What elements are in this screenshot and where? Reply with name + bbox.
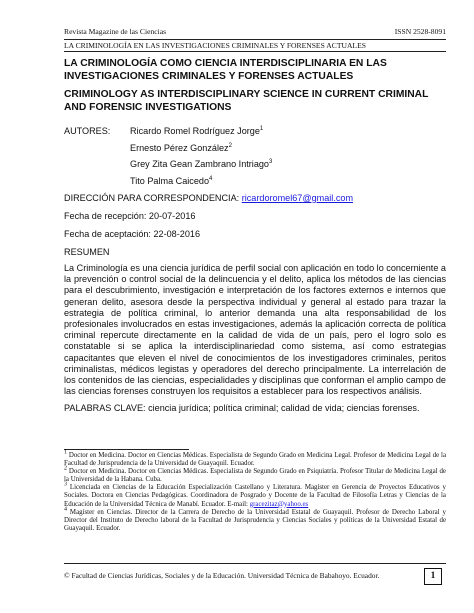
footnote-3: $^3$ Licenciada en Ciencias de la Educación Especialización Castellano y Literatura. Magíster en Gerencia de Proyectos Educativos y Sociales. Doctora en Ciencias Pedagógicas. Coordinadora de Posgrado y Docente de la Facultad de Filosofía Letras y Ciencias de la Educación de la Universidad Técnica de Manabí. Ecuador. E-mail: gracezitaz@yahoo.es: [64, 482, 446, 508]
correspondence-email-link[interactable]: ricardoromel67@gmail.com: [241, 193, 354, 203]
received-date: Fecha de recepción: 20-07-2016: [64, 211, 196, 221]
authors-label: AUTORES:: [64, 126, 111, 136]
journal-name: Revista Magazine de las Ciencias: [64, 27, 167, 36]
accepted-date: Fecha de aceptación: 22-08-2016: [64, 229, 200, 239]
author-2: Ernesto Pérez González$^2$: [130, 142, 232, 153]
running-title: LA CRIMINOLOGÍA EN LAS INVESTIGACIONES CRIMINALES Y FORENSES ACTUALES: [64, 39, 446, 52]
author-1: Ricardo Romel Rodríguez Jorge$^1$: [130, 125, 264, 136]
author-4: Tito Palma Caicedo$^4$: [130, 175, 213, 186]
footnote-4: $^4$ Magíster en Ciencias. Director de la Carrera de Derecho de la Universidad Estatal de Guayaquil. Profesor de Derecho Laboral y Director del Instituto de Derecho laboral de la Facultad de Jurisprudencia y Ciencias Sociales y políticas de la Universidad Estatal de Guayaquil. Ecuador.: [64, 506, 446, 532]
footnote-3-email-link[interactable]: gracezitaz@yahoo.es: [249, 500, 309, 508]
abstract-heading: RESUMEN: [64, 247, 110, 257]
footer-text: © Facultad de Ciencias Jurídicas, Sociales y de la Educación. Universidad Técnica de Babahoyo. Ecuador.: [64, 571, 380, 580]
authors-list: [130, 125, 446, 191]
footnote-separator: [64, 449, 189, 450]
issn: ISSN 2528-8091: [394, 27, 446, 36]
keywords: PALABRAS CLAVE: ciencia jurídica; política criminal; calidad de vida; ciencias forenses.: [64, 403, 420, 414]
authors-block: [64, 125, 446, 191]
correspondence: [64, 193, 446, 204]
title-spanish: LA CRIMINOLOGÍA COMO CIENCIA INTERDISCIPLINARIA EN LAS INVESTIGACIONES CRIMINALES Y FORENSES ACTUALES: [64, 58, 387, 82]
page-footer: [64, 563, 446, 581]
footnotes: [64, 449, 446, 533]
abstract-text: La Criminología es una ciencia jurídica de perfil social con aplicación en todo lo concerniente a la prevención o control social de la delincuencia y el delito, aplica los métodos de las ciencias para el descubrimiento, investigación e interpretación de los factores externos e internos que generan delito, asesora desde la perspectiva individual y general al estado para trazar la estrategia de política criminal, lo anterior demanda una alta responsabilidad de los profesionales involucrados en estas investigaciones, además la aplicación correcta de política criminal repercute directamente en la calidad de vida de un país, pero el logro solo es constatable si se aplica la interdisciplinariedad como sistema, así como estrategias capacitantes que eleven el nivel de conocimientos de los investigadores criminales, peritos criminalistas, médicos legistas y operadores del derecho principalmente. La interrelación de los contenidos de las ciencias, especialidades y disciplinas que conforman el amplio campo de las ciencias forenses construyen los requisitos a establecer para los respectivos análisis.: [64, 263, 446, 397]
page-number: 1: [424, 568, 442, 585]
footnote-2: $^2$ Doctor en Medicina. Doctor en Ciencias Médicas. Especialista de Segundo Grado en Psiquiatría. Profesor Titular de Medicina Legal de la Universidad de la Habana. Cuba.: [64, 465, 446, 484]
footnote-1: $^1$ Doctor en Medicina. Doctor en Ciencias Médicas. Especialista de Segundo Grado en Medicina Legal. Profesor de Medicina Legal de la Facultad de Jurisprudencia de la Universidad de Guayaquil. Ecuador.: [64, 449, 446, 468]
running-header: [64, 27, 446, 52]
author-3: Grey Zita Gean Zambrano Intriago$^3$: [130, 158, 273, 169]
title-english: CRIMINOLOGY AS INTERDISCIPLINARY SCIENCE IN CURRENT CRIMINAL AND FORENSIC INVESTIGATIONS: [64, 89, 429, 113]
article-body: [64, 58, 446, 415]
correspondence-label: DIRECCIÓN PARA CORRESPONDENCIA:: [64, 193, 240, 203]
